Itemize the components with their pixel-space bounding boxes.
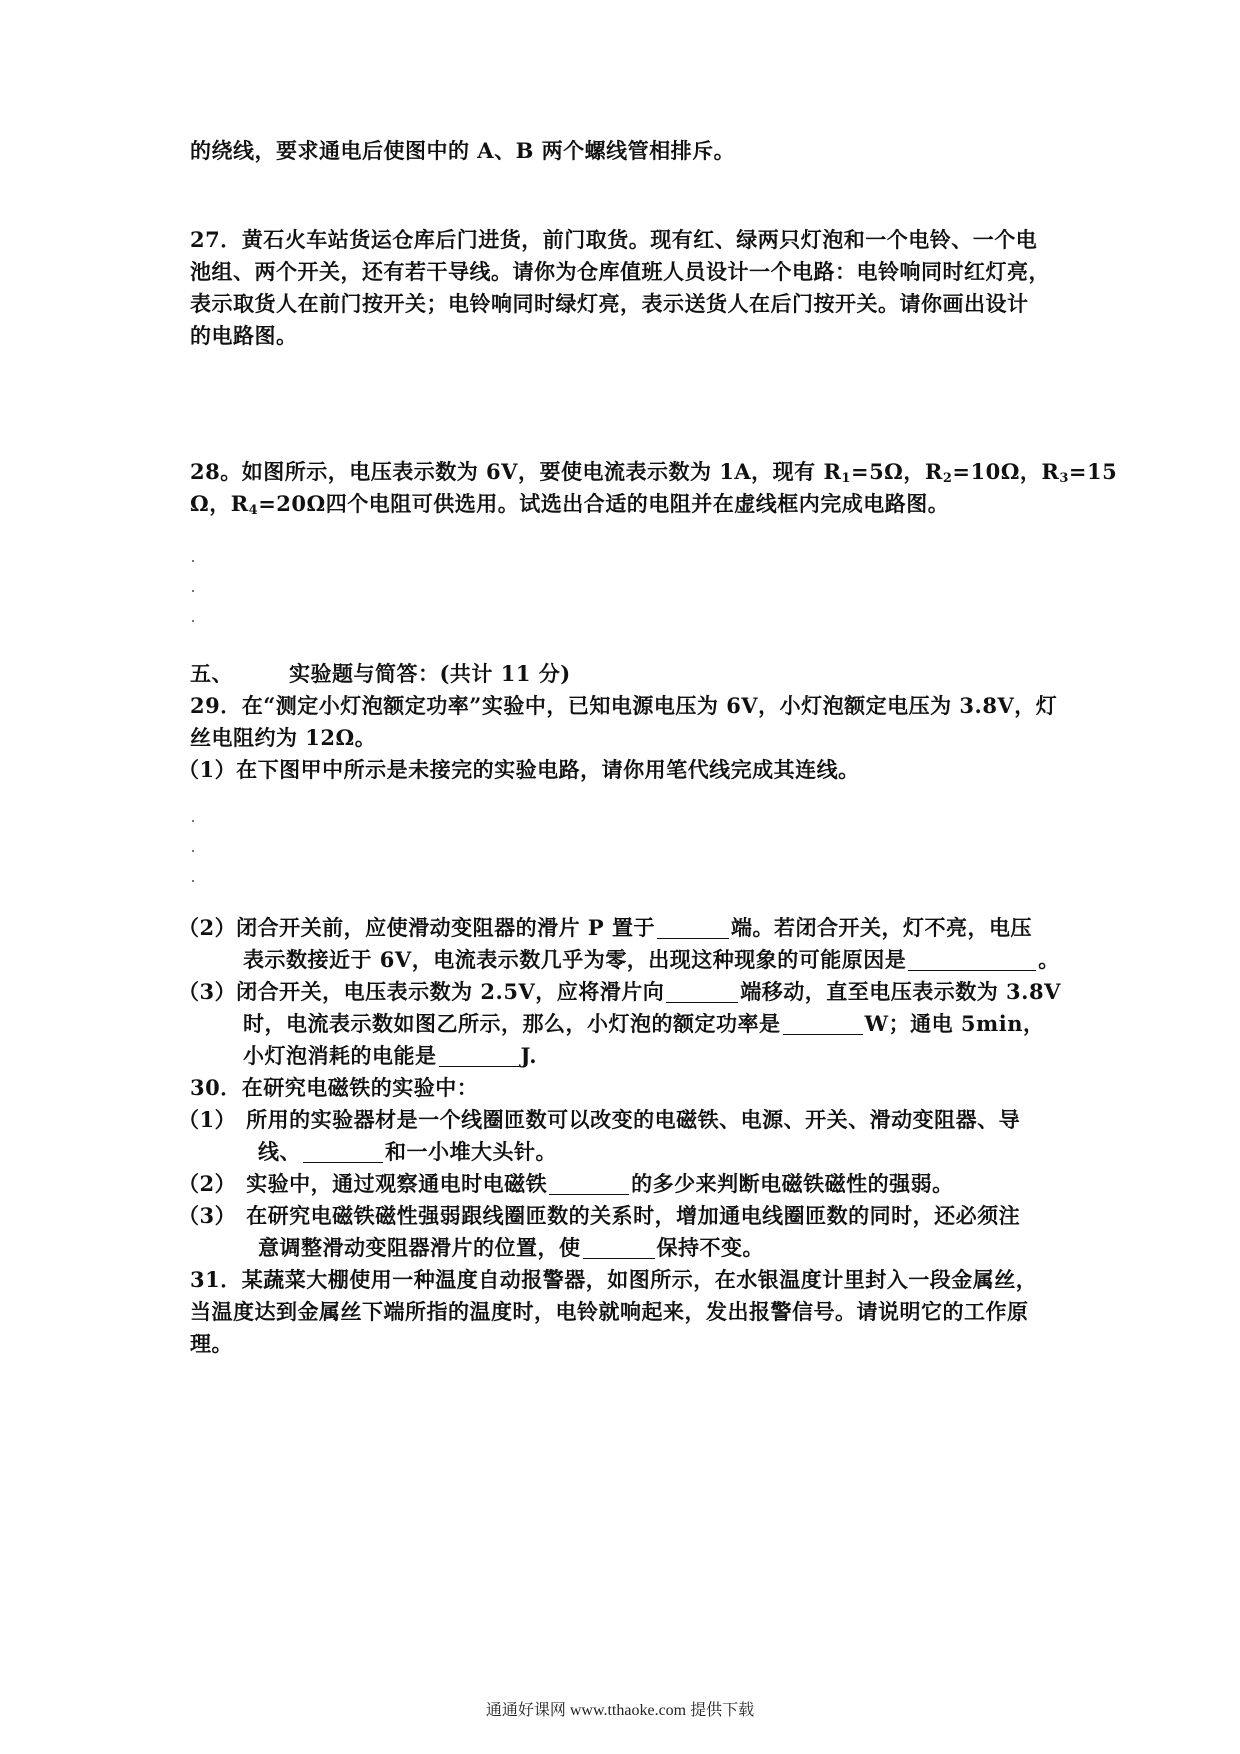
q31-line-1: 31．某蔬菜大棚使用一种温度自动报警器，如图所示，在水银温度计里封入一段金属丝，	[190, 1267, 1038, 1292]
q31-line-2: 当温度达到金属丝下端所指的温度时，电铃就响起来，发出报警信号。请说明它的工作原	[190, 1299, 1029, 1324]
q28-line-1: 28。如图所示，电压表示数为 6V，要使电流表示数为 1A，现有 $R_1=5\Omega$，$R_2=10\Omega$，$R_3=15$	[190, 459, 1118, 486]
q29-part-3-line-1: （3）闭合开关，电压表示数为 2.5V，应将滑片向 端移动，直至电压表示数为 3.8V	[178, 979, 1061, 1004]
q29-part-2-line-2: 表示数接近于 6V，电流表示数几乎为零，出现这种现象的可能原因是 。	[243, 947, 1060, 972]
answer-blank[interactable]	[657, 918, 729, 939]
speck	[192, 820, 194, 822]
section-5-heading	[190, 658, 1060, 690]
q30-item-2: （2） 实验中，通过观察通电时电磁铁 的多少来判断电磁铁磁性的强弱。	[178, 1171, 954, 1196]
q27-line-3: 表示取货人在前门按开关；电铃响同时绿灯亮，表示送货人在后门按开关。请你画出设计	[190, 291, 1029, 316]
speck	[192, 590, 194, 592]
answer-blank[interactable]	[439, 1046, 519, 1067]
q29-part-1: （1）在下图甲中所示是未接完的实验电路，请你用笔代线完成其连线。	[178, 757, 860, 782]
q30-item-3-line-2: 意调整滑动变阻器滑片的位置，使 保持不变。	[258, 1235, 764, 1260]
q27-line-1: 27．黄石火车站货运仓库后门进货，前门取货。现有红、绿两只灯泡和一个电铃、一个电	[190, 227, 1038, 252]
q30-item-3-line-1: （3） 在研究电磁铁磁性强弱跟线圈匝数的关系时，增加通电线圈匝数的同时，还必须注	[178, 1203, 1021, 1228]
speck	[192, 560, 194, 562]
answer-blank[interactable]	[303, 1142, 383, 1163]
answer-blank[interactable]	[783, 1014, 863, 1035]
q27-line-4: 的电路图。	[190, 323, 298, 348]
answer-blank[interactable]	[666, 982, 738, 1003]
q28-line-2: Ω，$R_4=20\Omega$四个电阻可供选用。试选出合适的电阻并在虚线框内完成电路图。	[190, 491, 950, 518]
q30-item-1-line-1: （1） 所用的实验器材是一个线圈匝数可以改变的电磁铁、电源、开关、滑动变阻器、导	[178, 1107, 1021, 1132]
page-footer: 通通好课网 www.tthaoke.com 提供下载	[485, 1702, 755, 1719]
speck	[192, 880, 194, 882]
q31-line-3: 理。	[190, 1331, 233, 1356]
answer-blank[interactable]	[549, 1174, 629, 1195]
q27-line-2: 池组、两个开关，还有若干导线。请你为仓库值班人员设计一个电路：电铃响同时红灯亮，	[190, 259, 1050, 284]
intro-tail: 的绕线，要求通电后使图中的 A、B 两个螺线管相排斥。	[190, 138, 736, 163]
answer-blank[interactable]	[908, 950, 1036, 971]
q29-part-3-line-2: 时，电流表示数如图乙所示，那么，小灯泡的额定功率是 W；通电 5min，	[243, 1011, 1045, 1036]
q29-part-2-line-1: （2）闭合开关前，应使滑动变阻器的滑片 P 置于 端。若闭合开关，灯不亮，电压	[178, 915, 1033, 940]
q30-title: 30．在研究电磁铁的实验中：	[190, 1075, 479, 1100]
q29-line-2: 丝电阻约为 12Ω。	[190, 725, 377, 750]
q29-part-3-line-3: 小灯泡消耗的电能是 J.	[243, 1043, 538, 1068]
section-number: 五、	[190, 661, 233, 686]
q30-item-1-line-2: 线、 和一小堆大头针。	[258, 1139, 557, 1164]
speck	[192, 620, 194, 622]
section-title: 实验题与简答：(共计 11 分)	[289, 661, 571, 686]
speck	[192, 850, 194, 852]
q29-line-1: 29．在“测定小灯泡额定功率”实验中，已知电源电压为 6V，小灯泡额定电压为 3.8V，灯	[190, 693, 1058, 718]
answer-blank[interactable]	[583, 1238, 655, 1259]
